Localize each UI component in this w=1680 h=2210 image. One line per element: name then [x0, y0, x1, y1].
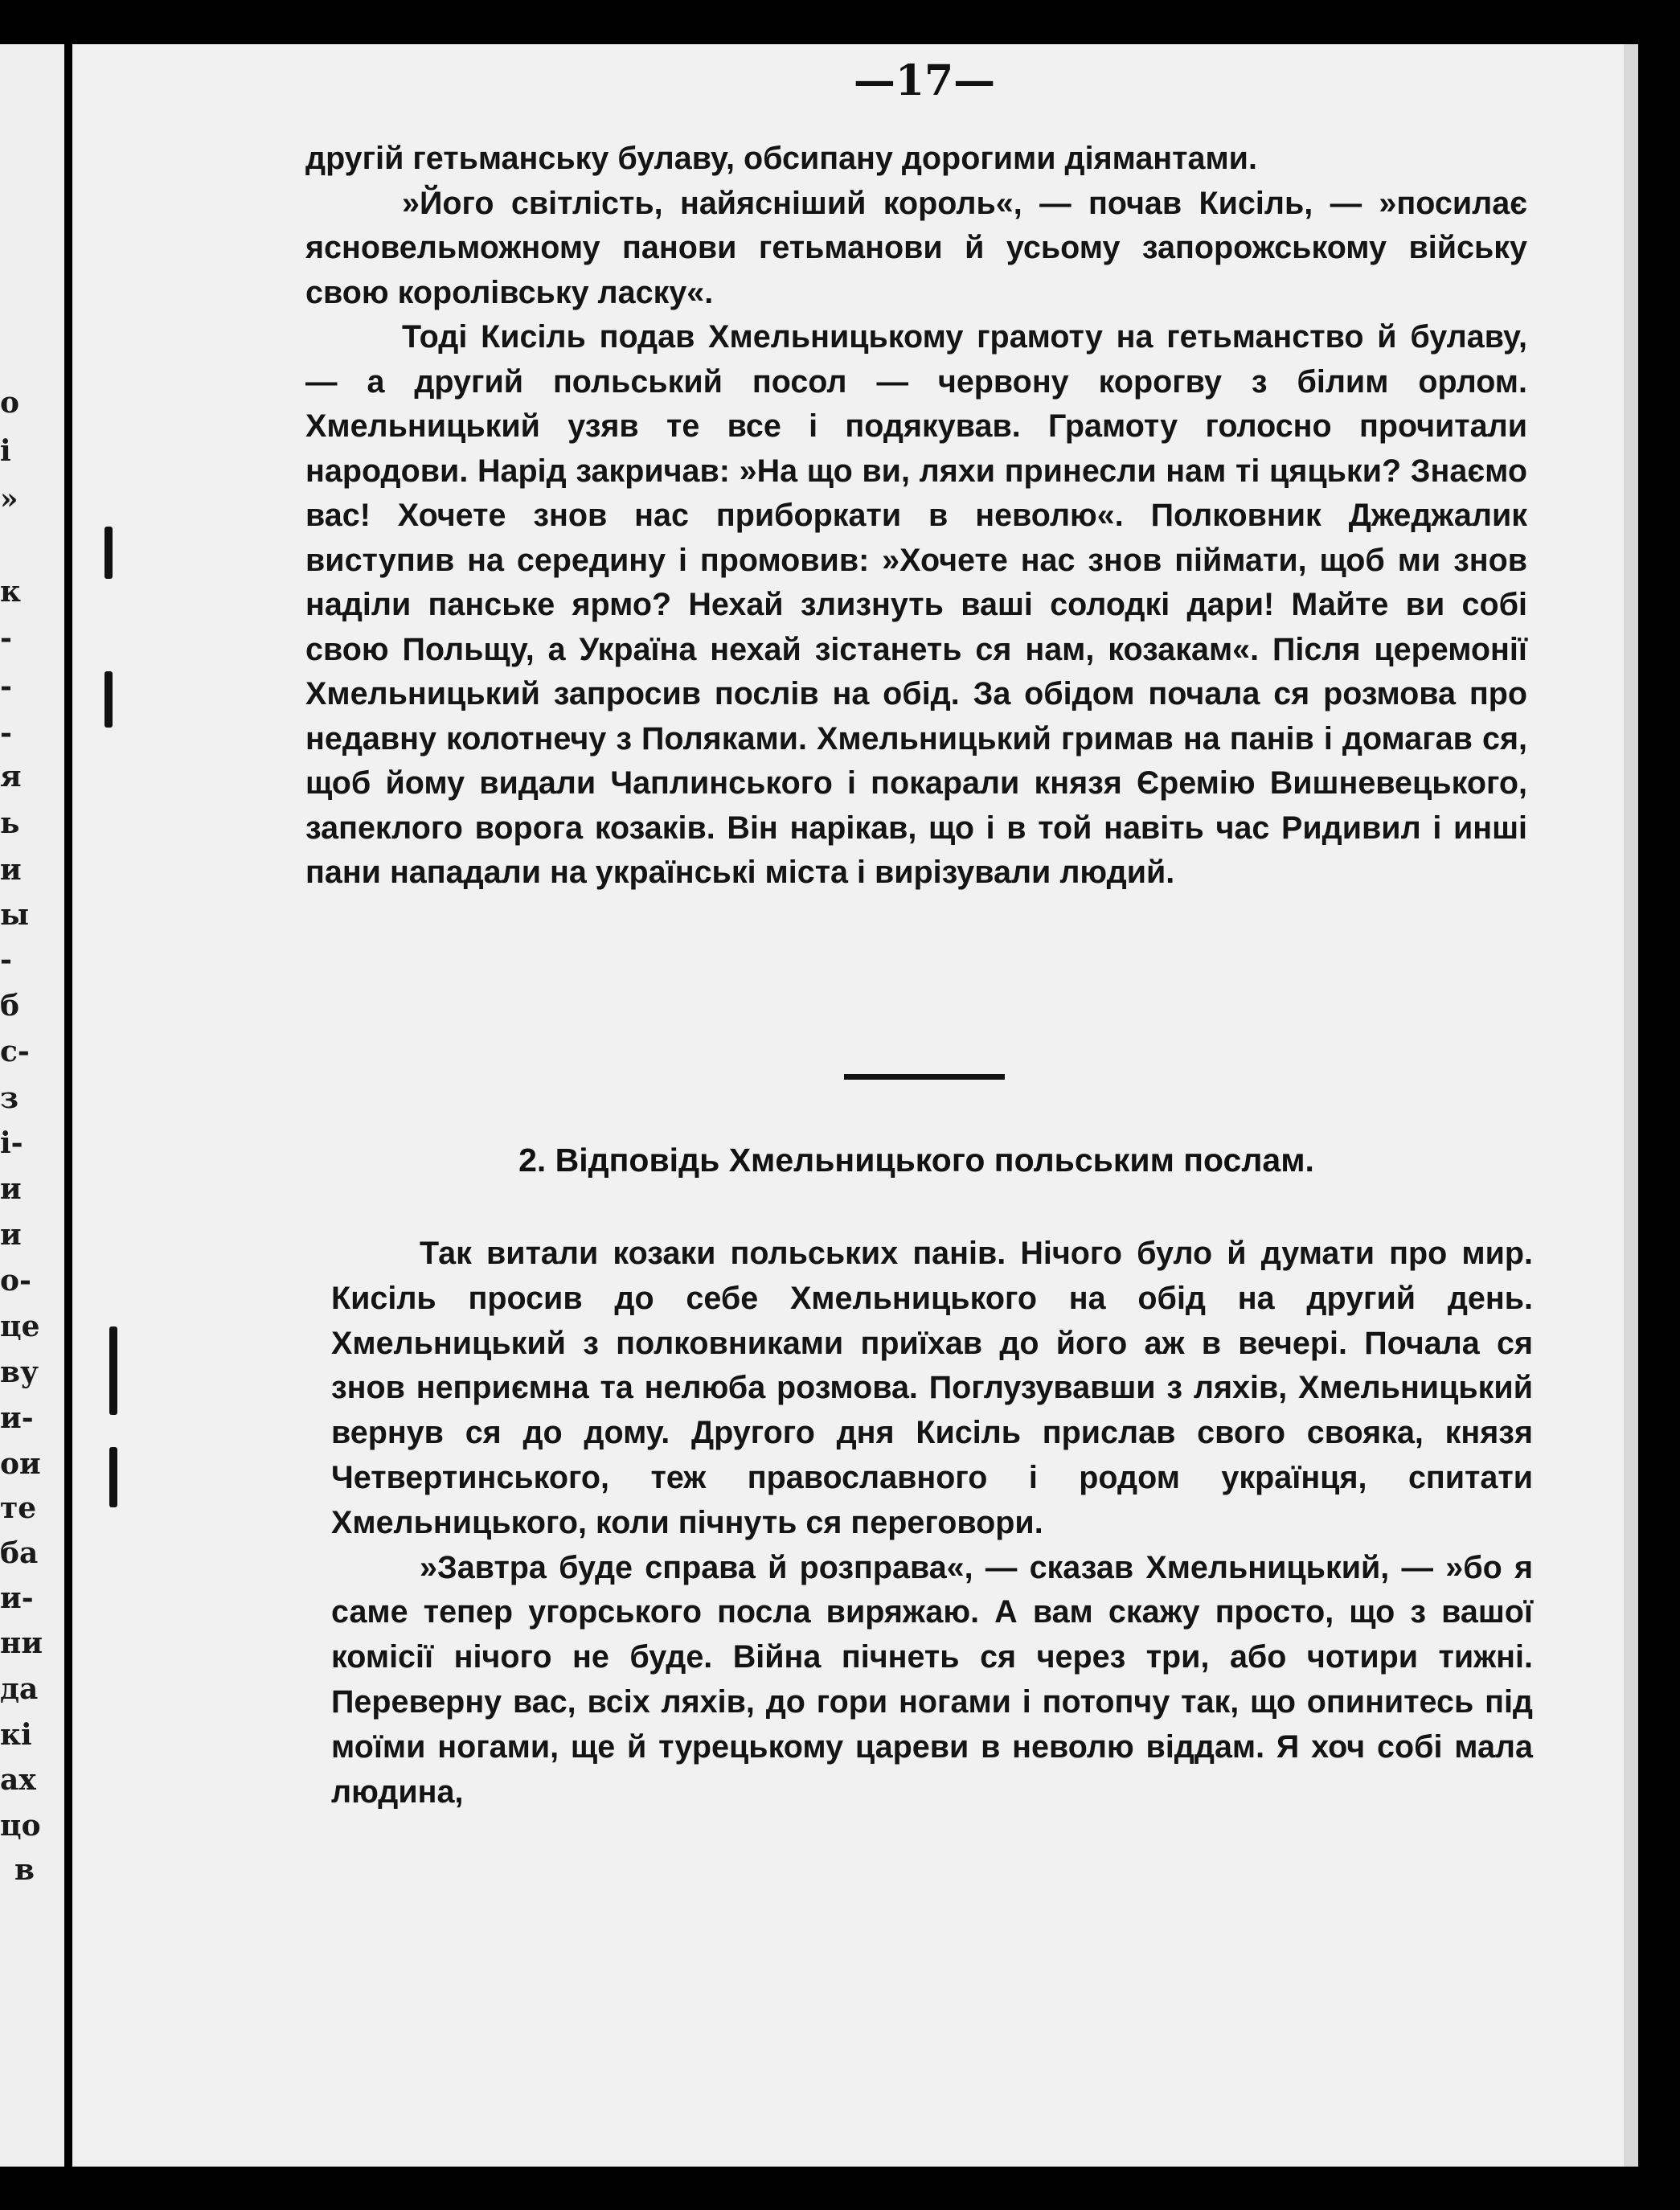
fragment: кі	[0, 1718, 32, 1752]
fragment: -	[0, 716, 12, 750]
page-edge-shadow	[1624, 44, 1638, 2167]
adjacent-page-text-fragments	[0, 44, 64, 2167]
paragraph: другій гетьманську булаву, обсипану дорогими діямантами.	[305, 141, 1257, 176]
fragment: ву	[0, 1355, 39, 1389]
binding-mark	[109, 1326, 117, 1415]
fragment: ои	[0, 1447, 41, 1481]
fragment: »	[0, 482, 18, 516]
fragment: це	[0, 1310, 40, 1343]
fragment: б	[0, 989, 20, 1023]
fragment: о	[0, 386, 20, 420]
fragment: те	[0, 1491, 37, 1525]
paragraph: »Завтра буде справа й розправа«, — сказав Хмельницький, — »бо я саме тепер угорського посла виряжаю. А вам скажу просто, що з вашої комісії нічого не буде. Війна пічнеть ся через три, або чотири тижні. Переверну вас, всіх ляхів, до гори ногами і потопчу так, що опинитесь під моїми ногами, ще й турецькому цареви в неволю віддам. Я хоч собі мала людина,	[331, 1549, 1533, 1810]
fragment: цо	[0, 1809, 41, 1843]
fragment: і	[0, 434, 11, 468]
main-text-bottom	[331, 1232, 1533, 1814]
fragment: и	[0, 1218, 22, 1252]
fragment: -	[0, 943, 12, 977]
fragment: в	[14, 1853, 35, 1887]
fragment: ь	[0, 806, 20, 840]
fragment: і-	[0, 1126, 23, 1160]
paragraph: Тоді Кисіль подав Хмельницькому грамоту на гетьманство й булаву, — а другий польський посол — червону корогву з білим орлом. Хмельницький узяв те все і подякував. Грамоту голосно прочитали народови. Нарід закричав: »На що ви, ляхи принесли нам ті цяцьки? Знаємо вас! Хочете знов нас приборкати в неволю«. Полковник Джеджалик виступив на середину і промовив: »Хочете нас знов піймати, щоб ми знов наділи панське ярмо? Нехай злизнуть ваші солодкі дари! Майте ви собі свою Польщу, а Україна нехай зістанеть ся нам, козакам«. Після церемонії Хмельницький запросив послів на обід. За обідом почала ся розмова про недавну колотнечу з Поляками. Хмельницький гримав на панів і домагав ся, щоб йому видали Чаплинського і покарали князя Єремію Вишневецького, запеклого ворога козаків. Він нарікав, що і в той навіть час Ридивил і инші пани нападали на українські міста і вирізували людий.	[305, 319, 1527, 890]
fragment: и-	[0, 1401, 34, 1435]
fragment: ах	[0, 1763, 36, 1797]
fragment: и	[0, 853, 22, 887]
fragment: з	[0, 1081, 18, 1115]
adjacent-page-edge	[0, 44, 64, 2167]
fragment: и	[0, 1172, 22, 1206]
fragment: и-	[0, 1581, 34, 1615]
main-text-top	[305, 137, 1527, 896]
binding-mark	[109, 1447, 117, 1507]
fragment: ба	[0, 1536, 39, 1570]
binding-mark	[104, 527, 113, 579]
fragment: -	[0, 670, 12, 703]
fragment: о-	[0, 1264, 31, 1298]
section-divider	[844, 1074, 1005, 1080]
section-heading: 2. Відповідь Хмельницького польським послам.	[518, 1142, 1314, 1179]
fragment: да	[0, 1672, 39, 1706]
fragment: я	[0, 760, 22, 793]
fragment: -	[0, 621, 12, 655]
page-number: —17—	[853, 56, 996, 105]
fragment: ни	[0, 1626, 43, 1660]
fragment: ы	[0, 898, 30, 932]
fragment: к	[0, 575, 21, 609]
paragraph: Так витали козаки польських панів. Нічого було й думати про мир. Кисіль просив до себе Хмельницького на обід на другий день. Хмельницький з полковниками приїхав до його аж в вечері. Почала ся знов неприємна та нелюба розмова. Поглузувавши з ляхів, Хмельницький вернув ся до дому. Другого дня Кисіль прислав свого свояка, князя Четвертинського, теж православного і родом українця, спитати Хмельницького, коли пічнуть ся переговори.	[331, 1236, 1533, 1540]
paragraph: »Його світлість, найясніший король«, — почав Кисіль, — »посилає ясновельможному панови гетьманови й усьому запорожському війську свою королівську ласку«.	[305, 185, 1527, 310]
binding-mark	[104, 671, 113, 728]
fragment: с-	[0, 1035, 30, 1068]
